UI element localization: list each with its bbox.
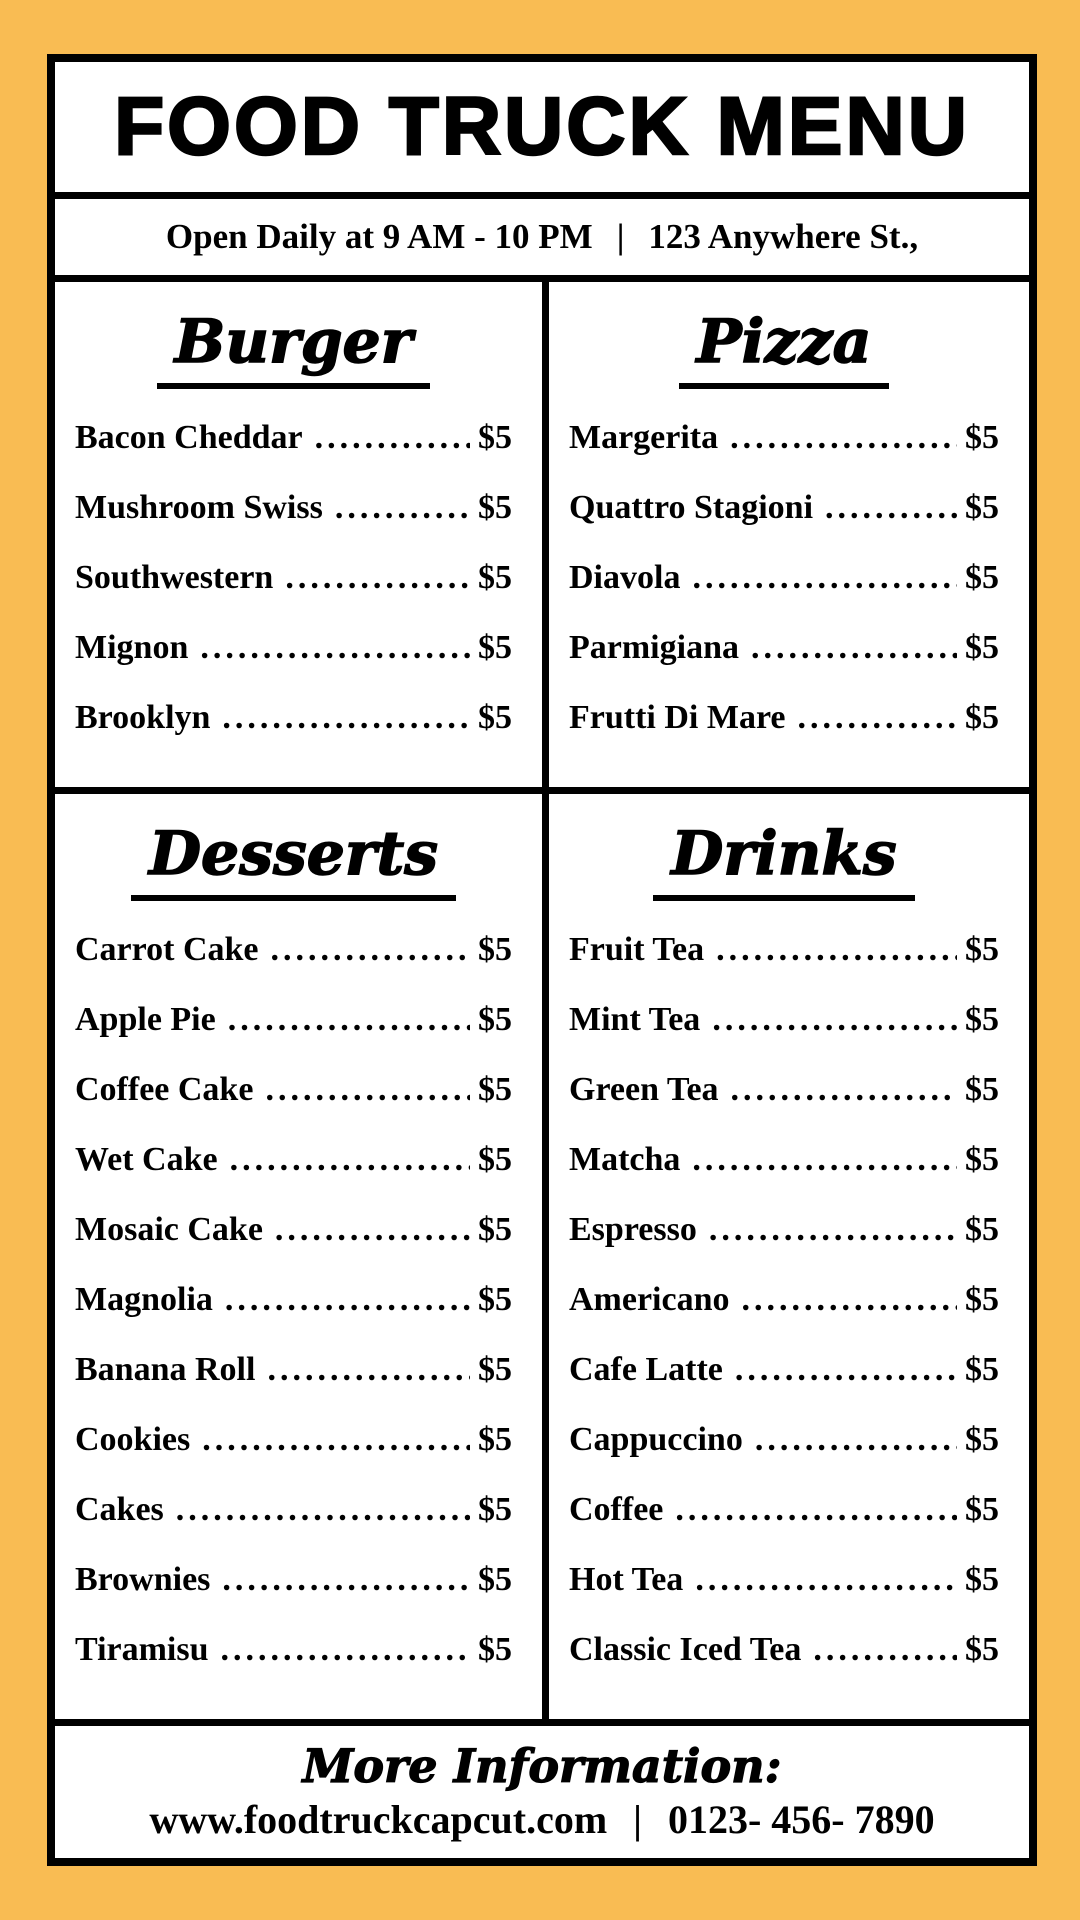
dot-leader — [731, 1055, 957, 1125]
dot-leader — [716, 915, 957, 985]
item-price: $5 — [478, 1071, 512, 1108]
website-url: www.foodtruckcapcut.com — [149, 1796, 608, 1842]
menu-item-row — [75, 1545, 512, 1615]
item-name: Fruit Tea — [569, 931, 705, 968]
menu-item-row — [569, 543, 999, 613]
item-name: Mignon — [75, 629, 189, 666]
item-price: $5 — [965, 1281, 999, 1318]
dot-leader — [275, 1195, 470, 1265]
dot-leader — [230, 1125, 470, 1195]
item-price: $5 — [478, 419, 512, 456]
item-name: Banana Roll — [75, 1351, 256, 1388]
item-name: Hot Tea — [569, 1561, 684, 1598]
section-title: Desserts — [131, 820, 456, 901]
menu-item-row — [569, 915, 999, 985]
dot-leader — [755, 1405, 957, 1475]
item-name: Carrot Cake — [75, 931, 259, 968]
item-price: $5 — [965, 629, 999, 666]
item-price: $5 — [478, 1141, 512, 1178]
section-header — [569, 308, 999, 389]
item-name: Wet Cake — [75, 1141, 218, 1178]
item-price: $5 — [965, 419, 999, 456]
dot-leader — [742, 1265, 957, 1335]
menu-sections-row-1 — [55, 282, 1029, 794]
dot-leader — [675, 1475, 957, 1545]
item-price: $5 — [965, 699, 999, 736]
menu-item-row — [569, 613, 999, 683]
item-name: Diavola — [569, 559, 681, 596]
menu-item-list — [75, 915, 512, 1685]
section-header — [75, 820, 512, 901]
dot-leader — [712, 985, 957, 1055]
item-price: $5 — [965, 1001, 999, 1038]
dot-leader — [265, 1055, 470, 1125]
dot-leader — [176, 1475, 470, 1545]
menu-sections-row-2 — [55, 794, 1029, 1726]
open-hours: Open Daily at 9 AM - 10 PM — [165, 217, 593, 256]
section-header — [569, 820, 999, 901]
item-price: $5 — [478, 1491, 512, 1528]
dot-leader — [315, 403, 470, 473]
section-header — [75, 308, 512, 389]
item-price: $5 — [478, 1421, 512, 1458]
menu-item-list — [569, 915, 999, 1685]
menu-item-list — [75, 403, 512, 753]
item-price: $5 — [965, 1561, 999, 1598]
item-name: Parmigiana — [569, 629, 739, 666]
item-price: $5 — [478, 1001, 512, 1038]
menu-item-row — [569, 403, 999, 473]
subtitle-bar — [55, 199, 1029, 282]
menu-item-row — [75, 915, 512, 985]
item-price: $5 — [478, 1351, 512, 1388]
dot-leader — [267, 1335, 470, 1405]
section-drinks — [542, 794, 1029, 1719]
item-name: Green Tea — [569, 1071, 719, 1108]
section-pizza — [542, 282, 1029, 787]
item-name: Coffee Cake — [75, 1071, 254, 1108]
menu-item-row — [75, 1335, 512, 1405]
footer-separator: | — [633, 1796, 642, 1842]
item-name: Bacon Cheddar — [75, 419, 303, 456]
item-price: $5 — [478, 1281, 512, 1318]
menu-item-row — [75, 1405, 512, 1475]
item-name: Mint Tea — [569, 1001, 701, 1038]
item-name: Cappuccino — [569, 1421, 743, 1458]
dot-leader — [335, 473, 470, 543]
item-price: $5 — [965, 1351, 999, 1388]
menu-item-list — [569, 403, 999, 753]
dot-leader — [751, 613, 957, 683]
item-price: $5 — [965, 1211, 999, 1248]
item-price: $5 — [478, 1631, 512, 1668]
item-name: Cookies — [75, 1421, 191, 1458]
item-price: $5 — [478, 699, 512, 736]
item-name: Margerita — [569, 419, 719, 456]
footer — [55, 1726, 1029, 1858]
dot-leader — [825, 473, 957, 543]
footer-contact — [149, 1796, 934, 1843]
menu-item-row — [569, 473, 999, 543]
section-burger — [55, 282, 542, 787]
item-name: Coffee — [569, 1491, 664, 1528]
dot-leader — [271, 915, 471, 985]
dot-leader — [222, 683, 470, 753]
phone-number: 0123- 456- 7890 — [667, 1796, 935, 1842]
dot-leader — [221, 1615, 470, 1685]
footer-heading: More Information: — [302, 1739, 782, 1794]
menu-item-row — [569, 1405, 999, 1475]
menu-item-row — [569, 1195, 999, 1265]
menu-item-row — [75, 403, 512, 473]
menu-item-row — [75, 985, 512, 1055]
item-price: $5 — [965, 1071, 999, 1108]
item-name: Classic Iced Tea — [569, 1631, 802, 1668]
address: 123 Anywhere St., — [648, 217, 919, 256]
section-title: Drinks — [653, 820, 914, 901]
dot-leader — [813, 1615, 957, 1685]
item-price: $5 — [478, 489, 512, 526]
menu-item-row — [75, 1615, 512, 1685]
dot-leader — [225, 1265, 470, 1335]
item-name: Quattro Stagioni — [569, 489, 814, 526]
menu-item-row — [569, 1335, 999, 1405]
dot-leader — [202, 1405, 470, 1475]
dot-leader — [709, 1195, 957, 1265]
item-price: $5 — [965, 489, 999, 526]
item-price: $5 — [965, 931, 999, 968]
menu-item-row — [569, 1545, 999, 1615]
item-name: Magnolia — [75, 1281, 213, 1318]
item-name: Apple Pie — [75, 1001, 216, 1038]
menu-item-row — [569, 1125, 999, 1195]
item-name: Mushroom Swiss — [75, 489, 323, 526]
item-price: $5 — [478, 1211, 512, 1248]
menu-item-row — [569, 1055, 999, 1125]
dot-leader — [285, 543, 470, 613]
section-title: Burger — [157, 308, 431, 389]
section-title: Pizza — [679, 308, 890, 389]
item-price: $5 — [965, 1491, 999, 1528]
menu-item-row — [75, 1195, 512, 1265]
dot-leader — [798, 683, 957, 753]
menu-item-row — [75, 1125, 512, 1195]
item-price: $5 — [478, 1561, 512, 1598]
item-price: $5 — [965, 1141, 999, 1178]
item-name: Southwestern — [75, 559, 274, 596]
title-bar — [55, 62, 1029, 199]
menu-item-row — [75, 683, 512, 753]
item-name: Brownies — [75, 1561, 211, 1598]
item-name: Frutti Di Mare — [569, 699, 786, 736]
item-price: $5 — [478, 559, 512, 596]
menu-item-row — [75, 1475, 512, 1545]
menu-item-row — [569, 1475, 999, 1545]
menu-item-row — [569, 683, 999, 753]
item-price: $5 — [478, 931, 512, 968]
item-name: Americano — [569, 1281, 730, 1318]
dot-leader — [692, 543, 957, 613]
item-name: Espresso — [569, 1211, 697, 1248]
dot-leader — [730, 403, 957, 473]
subtitle-separator: | — [616, 217, 625, 256]
menu-item-row — [75, 473, 512, 543]
item-price: $5 — [965, 1631, 999, 1668]
dot-leader — [222, 1545, 470, 1615]
dot-leader — [228, 985, 470, 1055]
item-price: $5 — [478, 629, 512, 666]
item-name: Mosaic Cake — [75, 1211, 263, 1248]
dot-leader — [200, 613, 470, 683]
dot-leader — [695, 1545, 957, 1615]
menu-item-row — [75, 1055, 512, 1125]
menu-item-row — [569, 1265, 999, 1335]
menu-item-row — [75, 543, 512, 613]
item-name: Cafe Latte — [569, 1351, 723, 1388]
item-name: Matcha — [569, 1141, 681, 1178]
item-name: Tiramisu — [75, 1631, 209, 1668]
menu-item-row — [569, 985, 999, 1055]
menu-item-row — [569, 1615, 999, 1685]
item-name: Brooklyn — [75, 699, 211, 736]
item-name: Cakes — [75, 1491, 164, 1528]
item-price: $5 — [965, 1421, 999, 1458]
menu-item-row — [75, 1265, 512, 1335]
dot-leader — [692, 1125, 957, 1195]
item-price: $5 — [965, 559, 999, 596]
menu-card — [47, 54, 1037, 1866]
menu-item-row — [75, 613, 512, 683]
section-desserts — [55, 794, 542, 1719]
page-title: FOOD TRUCK MENU — [114, 81, 970, 172]
dot-leader — [735, 1335, 957, 1405]
